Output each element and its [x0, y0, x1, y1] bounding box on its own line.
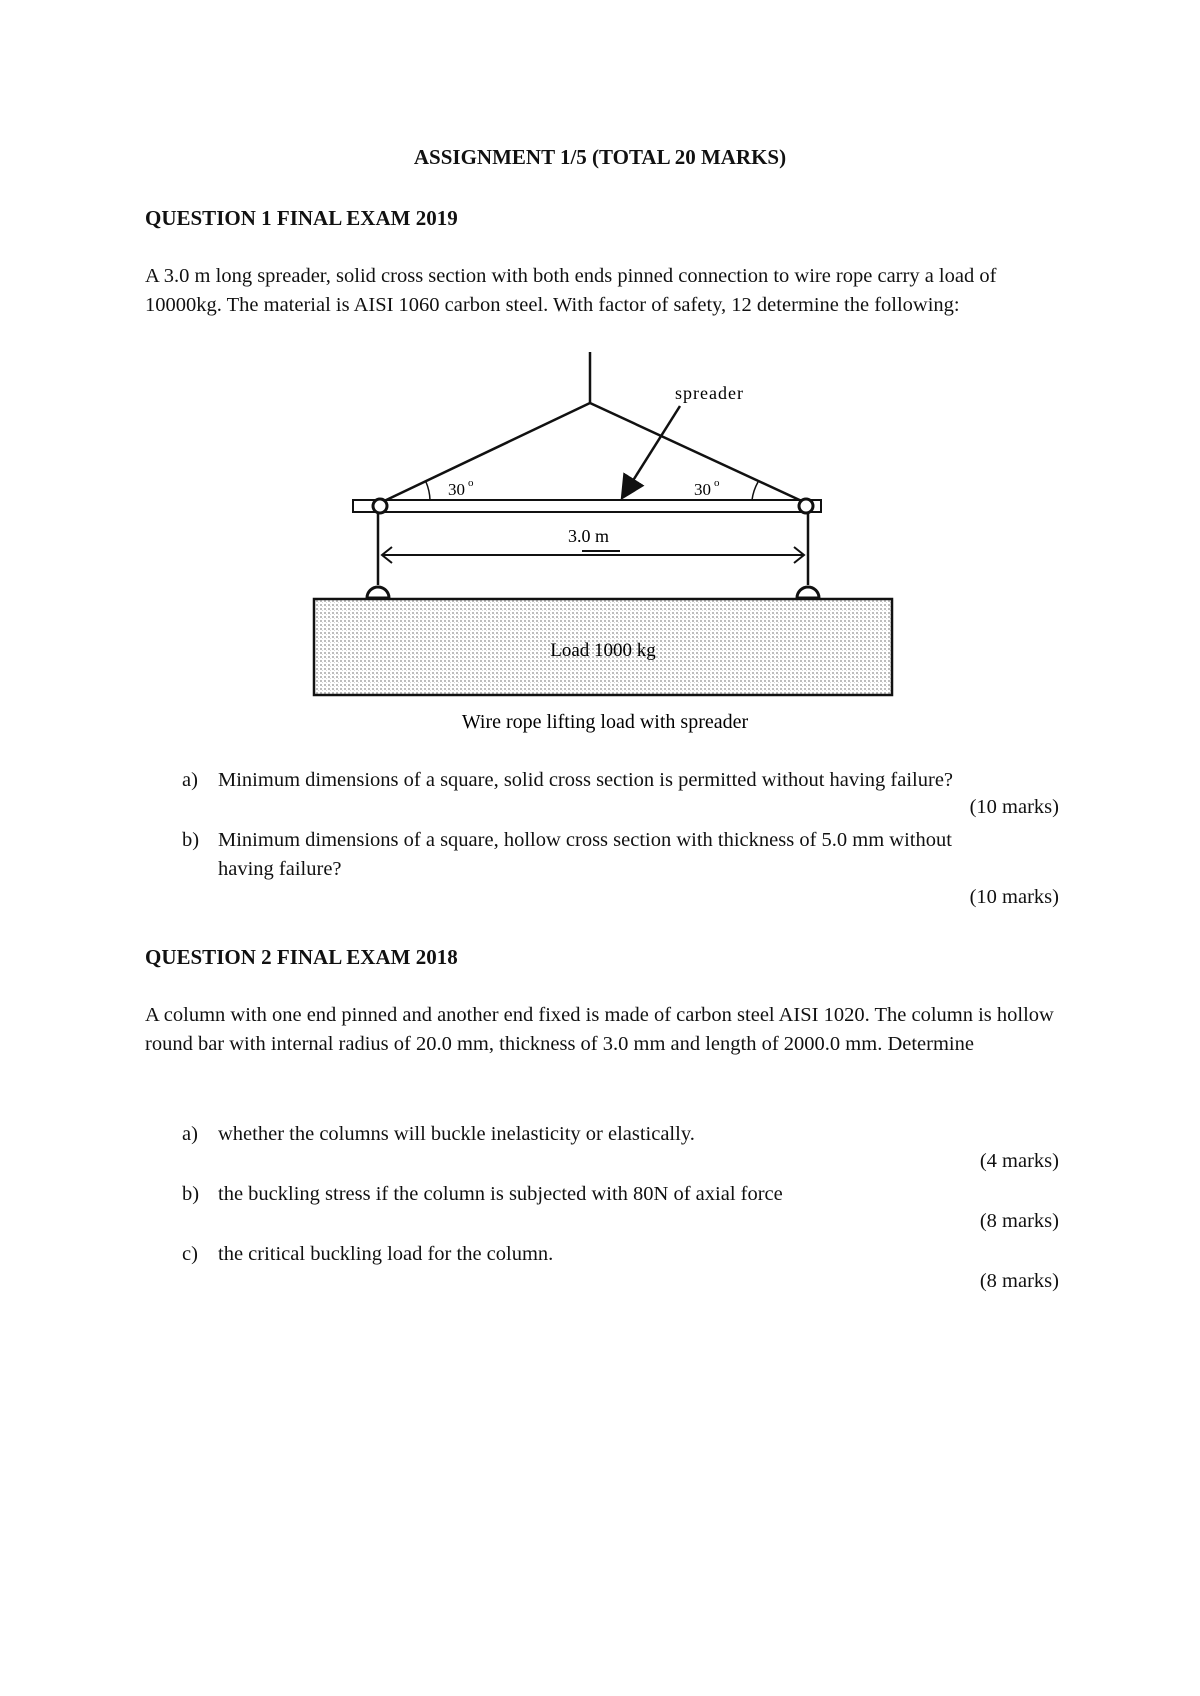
figure-caption: Wire rope lifting load with spreader — [461, 711, 749, 733]
q2-item-b-text: the buckling stress if the column is subjected with 80N of axial force — [218, 1183, 783, 1205]
left-rope — [380, 403, 590, 503]
q2-item-c-text: the critical buckling load for the column. — [218, 1243, 554, 1265]
q1-item-a-text: Minimum dimensions of a square, solid cross section is permitted without having failure? — [218, 769, 954, 791]
left-lug — [367, 587, 389, 598]
q2-item-b-label: b) — [182, 1183, 200, 1205]
load-label: Load 1000 kg — [550, 640, 656, 661]
left-angle-degree: o — [468, 477, 474, 489]
question-1-heading: QUESTION 1 FINAL EXAM 2019 — [145, 206, 458, 230]
right-angle-arc — [752, 482, 758, 500]
q2-item-c-marks: (8 marks) — [979, 1270, 1059, 1292]
q2-item-a-label: a) — [182, 1123, 198, 1145]
q2-item-a-marks: (4 marks) — [979, 1150, 1059, 1172]
spreader-label: spreader — [675, 383, 744, 403]
q1-item-b-marks: (10 marks) — [969, 886, 1059, 908]
spreader-diagram — [0, 340, 1200, 745]
right-angle-label: 30 — [694, 480, 711, 499]
left-angle-label: 30 — [448, 480, 465, 499]
left-angle-arc — [426, 482, 430, 500]
page-title: ASSIGNMENT 1/5 (TOTAL 20 MARKS) — [413, 145, 787, 169]
question-2-heading: QUESTION 2 FINAL EXAM 2018 — [145, 945, 458, 969]
right-lug — [797, 587, 819, 598]
left-pin — [373, 499, 387, 513]
q2-item-b-marks: (8 marks) — [979, 1210, 1059, 1232]
q2-item-c-label: c) — [182, 1243, 198, 1265]
question-1-text: A 3.0 m long spreader, solid cross section with both ends pinned connection to wire rope carry a load of 10000kg. The material is AISI 1060 carbon steel. With factor of safety, 12 determine the following: — [145, 265, 997, 316]
q1-item-b-label: b) — [182, 829, 200, 851]
length-label: 3.0 m — [568, 526, 610, 546]
q1-item-a-marks: (10 marks) — [969, 796, 1059, 818]
q2-item-a-text: whether the columns will buckle inelasticity or elastically. — [218, 1123, 695, 1145]
spreader-arrow — [622, 406, 680, 498]
q1-item-a-label: a) — [182, 769, 198, 791]
right-pin — [799, 499, 813, 513]
spreader-bar — [353, 500, 821, 512]
right-angle-degree: o — [714, 477, 720, 489]
question-2-text: A column with one end pinned and another end fixed is made of carbon steel AISI 1020. The column is hollow round bar with internal radius of 20.0 mm, thickness of 3.0 mm and length of 2000.0 mm. Determine — [145, 1004, 1054, 1055]
q1-item-b-text: Minimum dimensions of a square, hollow cross section with thickness of 5.0 mm without having failure? — [218, 829, 952, 880]
